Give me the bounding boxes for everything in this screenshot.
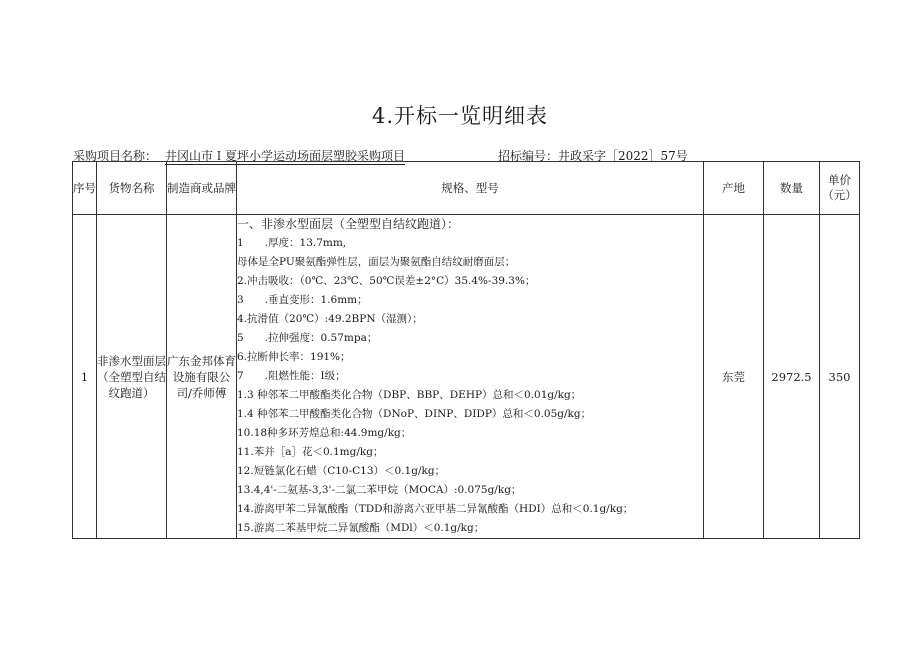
spec-line: 13.4,4'-二氨基-3,3'-二氯二苯甲烷（MOCA）:0.075g/kg； <box>237 484 522 496</box>
spec-line: 1.4 种邻苯二甲酸酯类化合物（DNoP、DINP、DIDP）总和＜0.05g/kg； <box>237 408 592 420</box>
spec-line: 1 .厚度：13.7mm, <box>237 237 347 249</box>
cell-seq: 1 <box>73 215 97 539</box>
spec-line: 3 .垂直变形：1.6mm； <box>237 294 368 306</box>
spec-line: 母体是全PU聚氨酯弹性层，面层为聚氨酯自结纹耐磨面层； <box>237 256 516 268</box>
spec-line: 6.拉断伸长率：191%； <box>237 351 351 363</box>
bid-detail-table <box>72 161 860 539</box>
spec-line: 1.3 种邻苯二甲酸酯类化合物（DBP、BBP、DEHP）总和＜0.01g/kg； <box>237 389 582 401</box>
table-row <box>73 215 860 539</box>
project-name-label: 采购项目名称： <box>73 149 158 163</box>
spec-line: 一、非渗水型面层（全塑型自结纹跑道）： <box>237 217 460 231</box>
header-price: 单价（元） <box>820 162 860 215</box>
cell-price: 350 <box>820 215 860 539</box>
cell-origin: 东莞 <box>704 215 764 539</box>
spec-line: 15.游离二苯基甲烷二异氰酸酯（MDl）＜0.1g/kg； <box>237 522 485 534</box>
header-maker: 制造商或品牌 <box>167 162 237 215</box>
spec-line: 5 .拉伸强度：0.57mpa； <box>237 332 378 344</box>
spec-line: 2.冲击吸收：（0℃、23℃、50℃误差±2°C）35.4%-39.3%； <box>237 275 536 287</box>
cell-product: 非渗水型面层（全塑型自结纹跑道） <box>97 215 167 539</box>
table-header-row <box>73 162 860 215</box>
cell-maker: 广东金邦体育设施有限公司/乔师傅 <box>167 215 237 539</box>
spec-line: 7 .阻燃性能：I级； <box>237 370 346 382</box>
header-qty: 数量 <box>764 162 820 215</box>
spec-line: 11.苯并［a］花＜0.1mg/kg； <box>237 446 384 458</box>
spec-line: 14.游离甲苯二异氰酸酯（TDD和游离六亚甲基二异氰酸酯（HDI）总和＜0.1g/kg； <box>237 503 634 515</box>
spec-line: 4.抗滑值（20℃）:49.2BPN（湿测）； <box>237 313 423 325</box>
header-origin: 产地 <box>704 162 764 215</box>
spec-line: 10.18种多环芳煌总和:44.9mg/kg； <box>237 427 412 439</box>
header-seq: 序号 <box>73 162 97 215</box>
spec-line: 12.短链氯化石蜡（C10-C13）＜0.1g/kg； <box>237 465 446 477</box>
tender-code: 招标编号：井政采字［2022］57号 <box>498 149 688 163</box>
cell-spec <box>237 215 704 539</box>
cell-qty: 2972.5 <box>764 215 820 539</box>
project-name-value: 井冈山市Ｉ夏坪小学运动场面层塑胶采购项目 <box>165 149 406 163</box>
page-title: 4.开标一览明细表 <box>371 104 549 128</box>
header-product: 货物名称 <box>97 162 167 215</box>
header-spec: 规格、型号 <box>237 162 704 215</box>
